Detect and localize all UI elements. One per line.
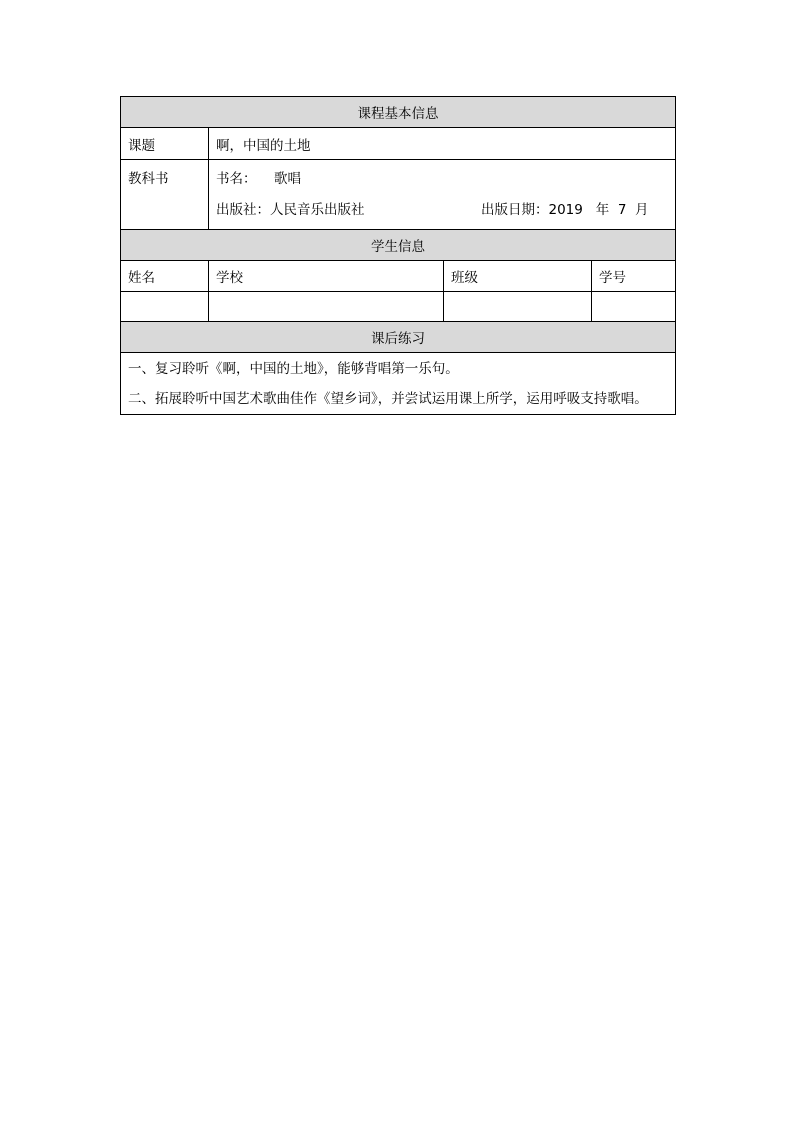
student-info-header-row bbox=[121, 230, 676, 261]
book-name-line bbox=[216, 164, 668, 195]
student-name-value[interactable] bbox=[121, 292, 209, 322]
student-id-value[interactable] bbox=[592, 292, 676, 322]
homework-row bbox=[121, 353, 676, 415]
publish-date bbox=[481, 195, 649, 226]
topic-row bbox=[121, 128, 676, 160]
book-name-value: 歌唱 bbox=[274, 170, 301, 187]
student-info-header: 学生信息 bbox=[121, 230, 676, 261]
col-student-id: 学号 bbox=[592, 261, 676, 292]
homework-header-row bbox=[121, 322, 676, 353]
student-columns-row bbox=[121, 261, 676, 292]
textbook-row bbox=[121, 160, 676, 230]
col-name: 姓名 bbox=[121, 261, 209, 292]
pub-date-label: 出版日期： bbox=[481, 201, 549, 218]
topic-value: 啊，中国的土地 bbox=[209, 128, 676, 160]
book-name-label: 书名： bbox=[216, 170, 257, 187]
homework-content bbox=[121, 353, 676, 415]
pub-year: 2019 bbox=[548, 201, 583, 218]
student-school-value[interactable] bbox=[209, 292, 444, 322]
publisher-value: 人民音乐出版社 bbox=[270, 201, 365, 218]
student-values-row bbox=[121, 292, 676, 322]
homework-item: 一、复习聆听《啊，中国的土地》，能够背唱第一乐句。 bbox=[128, 360, 459, 377]
textbook-details bbox=[209, 160, 676, 230]
textbook-label: 教科书 bbox=[121, 160, 209, 230]
month-unit: 月 bbox=[635, 201, 649, 218]
publisher-line bbox=[216, 195, 668, 226]
col-school: 学校 bbox=[209, 261, 444, 292]
course-info-header: 课程基本信息 bbox=[121, 97, 676, 128]
student-class-value[interactable] bbox=[444, 292, 592, 322]
col-class: 班级 bbox=[444, 261, 592, 292]
year-unit: 年 bbox=[595, 201, 610, 218]
course-info-sheet bbox=[120, 96, 676, 415]
publisher-label: 出版社： bbox=[216, 201, 270, 218]
course-info-header-row bbox=[121, 97, 676, 128]
homework-item: 二、拓展聆听中国艺术歌曲佳作《望乡词》，并尝试运用课上所学，运用呼吸支持歌唱。 bbox=[128, 390, 648, 407]
topic-label: 课题 bbox=[121, 128, 209, 160]
homework-header: 课后练习 bbox=[121, 322, 676, 353]
pub-month: 7 bbox=[617, 201, 627, 218]
